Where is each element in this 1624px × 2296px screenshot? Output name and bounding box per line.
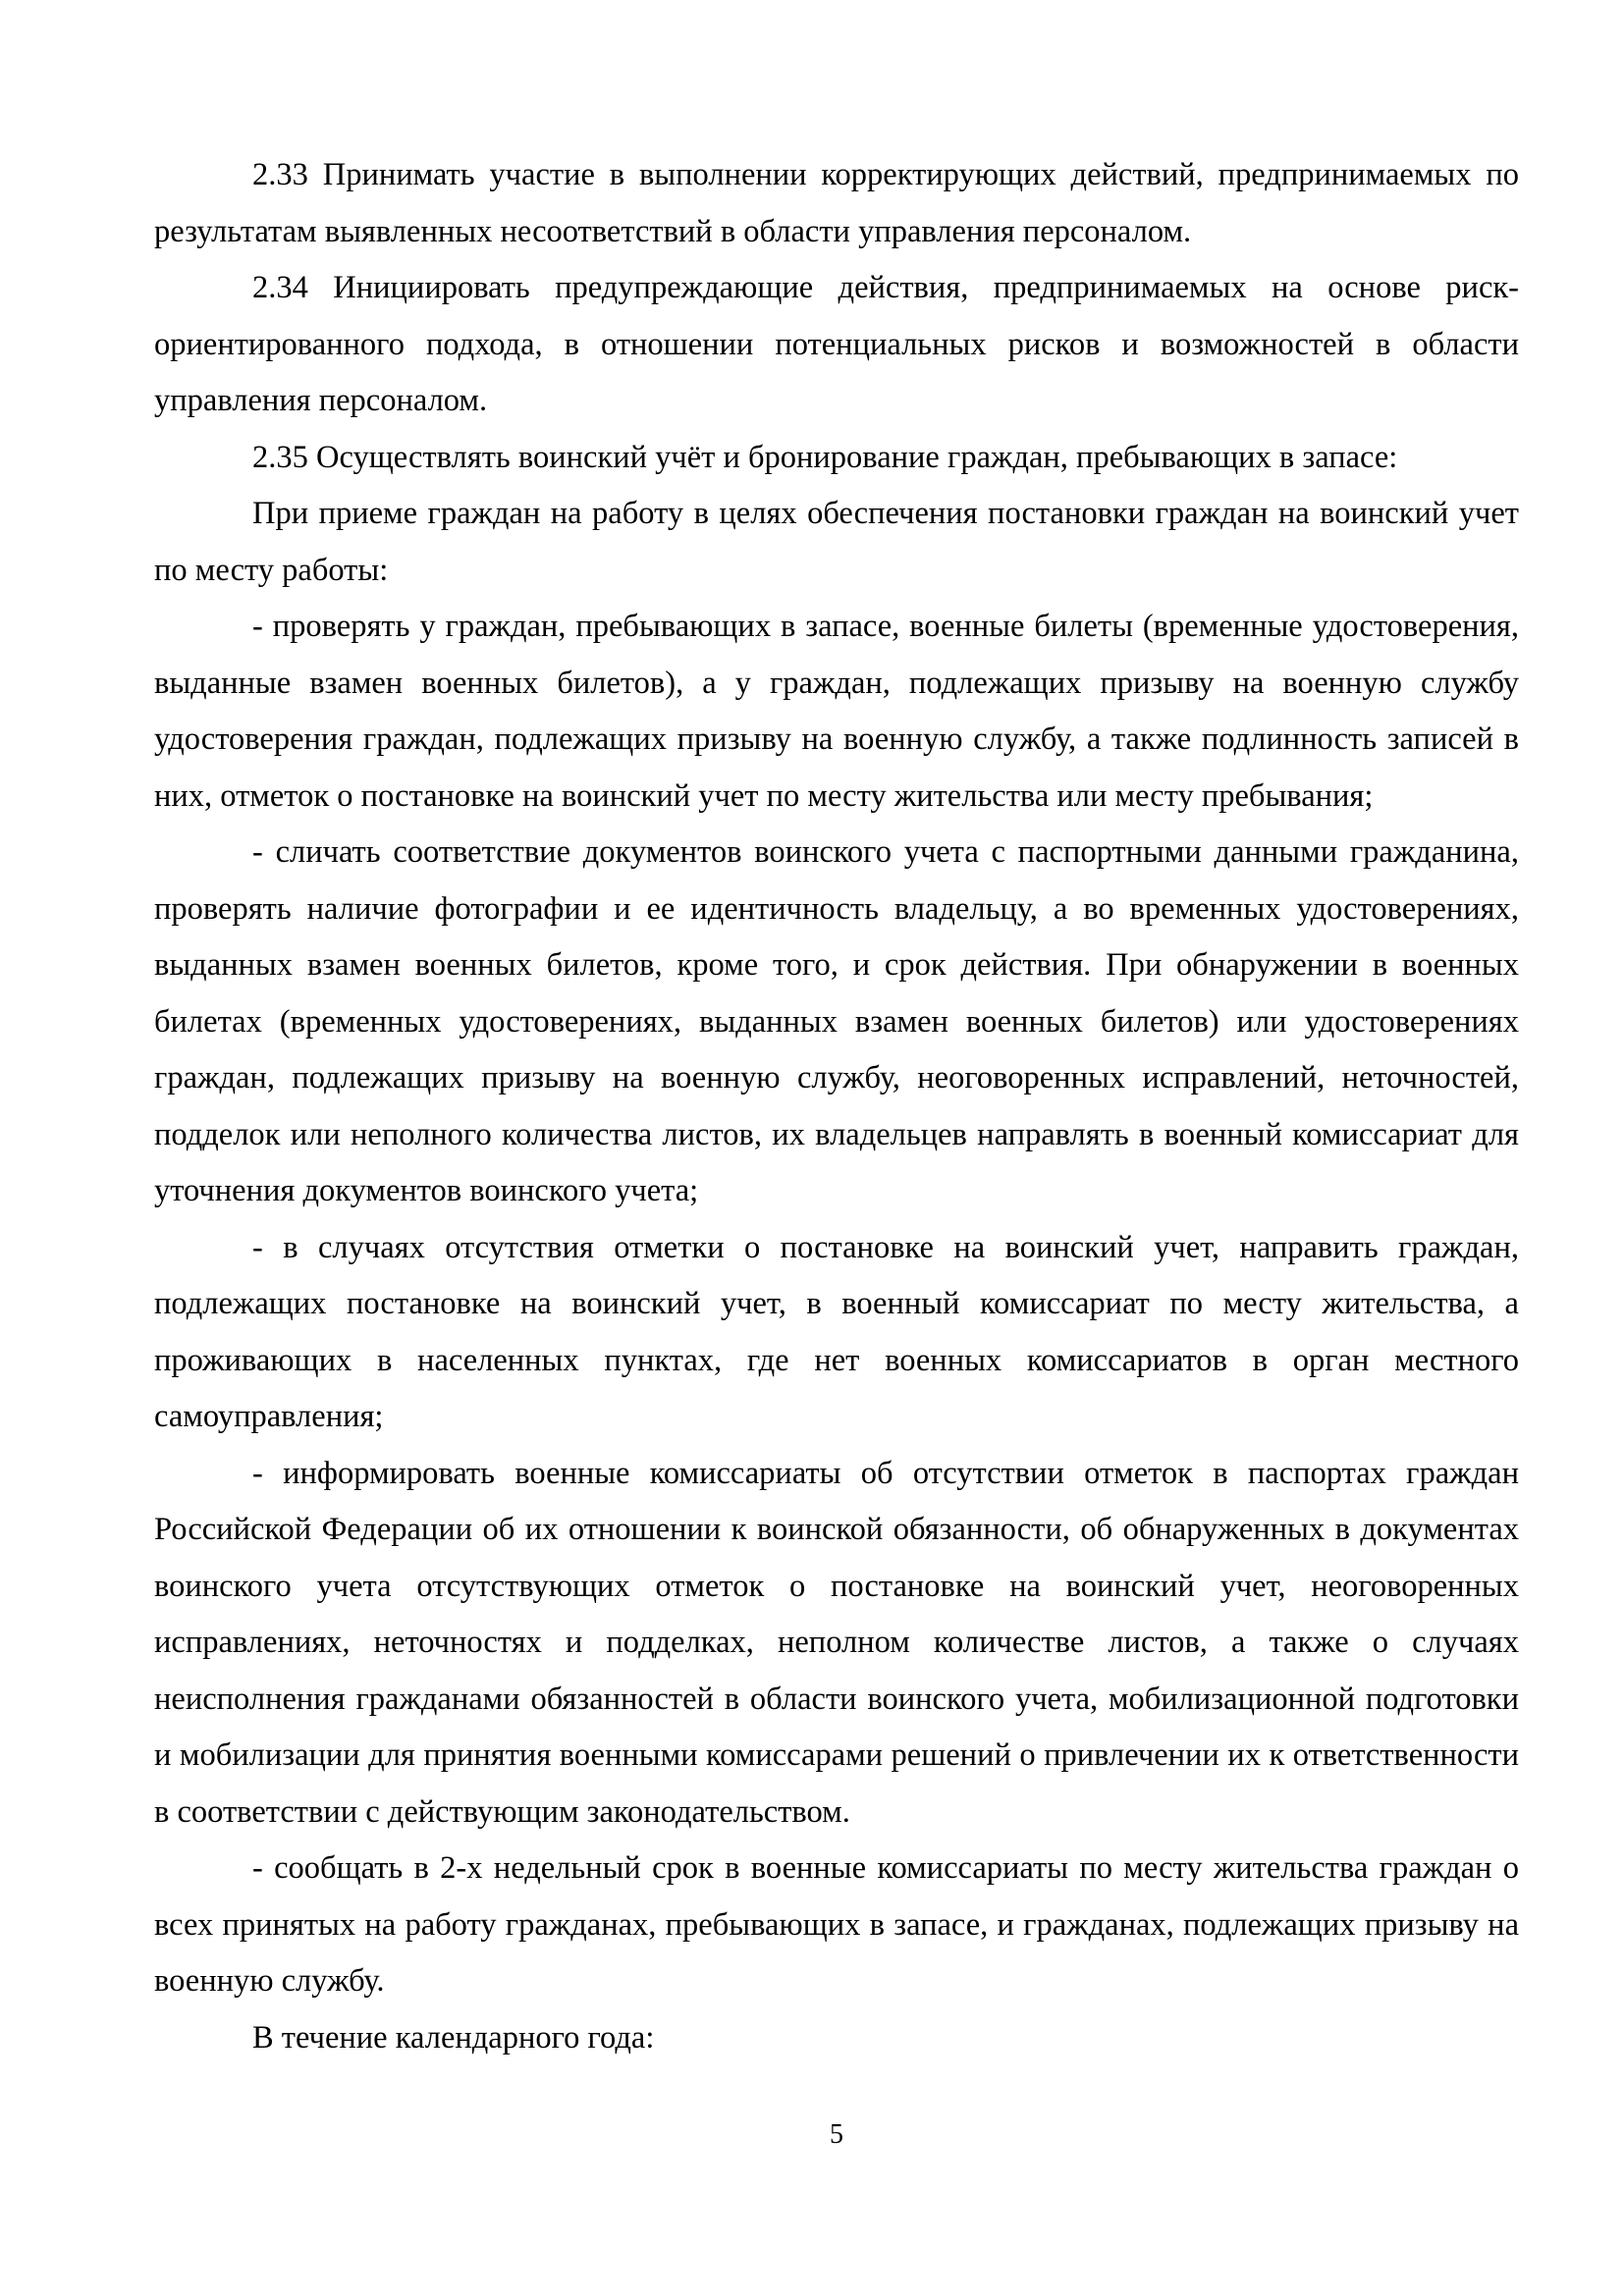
paragraph: - в случаях отсутствия отметки о постановке на воинский учет, направить граждан, подлежащих постановке на воинский учет, в военный комиссариат по месту жительства, а проживающих в населенных пунктах, где нет военных комиссариатов в орган местного самоуправления;	[154, 1229, 1519, 1434]
paragraph: - информировать военные комиссариаты об отсутствии отметок в паспортах граждан Российской Федерации об их отношении к воинской обязанности, об обнаруженных в документах воинского учета отсутствующих отметок о постановке на воинский учет, неоговоренных исправлениях, неточностях и подделках, неполном количестве листов, а также о случаях неисполнения гражданами обязанностей в области воинского учета, мобилизационной подготовки и мобилизации для принятия военными комиссарами решений о привлечении их к ответственности в соответствии с действующим законодательством.	[154, 1455, 1519, 1830]
page-footer	[154, 2115, 1519, 2155]
document-body	[154, 147, 1519, 2066]
paragraph: - сличать соответствие документов воинского учета с паспортными данными гражданина, проверять наличие фотографии и ее идентичность владельцу, а во временных удостоверениях, выданных взамен военных билетов, кроме того, и срок действия. При обнаружении в военных билетах (временных удостоверениях, выданных взамен военных билетов) или удостоверениях граждан, подлежащих призыву на военную службу, неоговоренных исправлений, неточностей, подделок или неполного количества листов, их владельцев направлять в военный комиссариат для уточнения документов воинского учета;	[154, 834, 1519, 1208]
paragraph: - проверять у граждан, пребывающих в запасе, военные билеты (временные удостоверения, выданные взамен военных билетов), а у граждан, подлежащих призыву на военную службу удостоверения граждан, подлежащих призыву на военную службу, а также подлинность записей в них, отметок о постановке на воинский учет по месту жительства или месту пребывания;	[154, 609, 1519, 814]
paragraph: При приеме граждан на работу в целях обеспечения постановки граждан на воинский учет по месту работы:	[154, 496, 1519, 588]
paragraph: 2.35 Осуществлять воинский учёт и бронирование граждан, пребывающих в запасе:	[252, 439, 1398, 475]
paragraph: - сообщать в 2-х недельный срок в военные комиссариаты по месту жительства граждан о всех принятых на работу гражданах, пребывающих в запасе, и гражданах, подлежащих призыву на военную службу.	[154, 1850, 1519, 1999]
paragraph: В течение календарного года:	[252, 2019, 655, 2056]
paragraph: 2.33 Принимать участие в выполнении корректирующих действий, предпринимаемых по результатам выявленных несоответствий в области управления персоналом.	[154, 157, 1519, 249]
page-number: 5	[830, 2119, 843, 2150]
paragraph: 2.34 Инициировать предупреждающие действия, предпринимаемых на основе риск-ориентированного подхода, в отношении потенциальных рисков и возможностей в области управления персоналом.	[154, 270, 1519, 418]
